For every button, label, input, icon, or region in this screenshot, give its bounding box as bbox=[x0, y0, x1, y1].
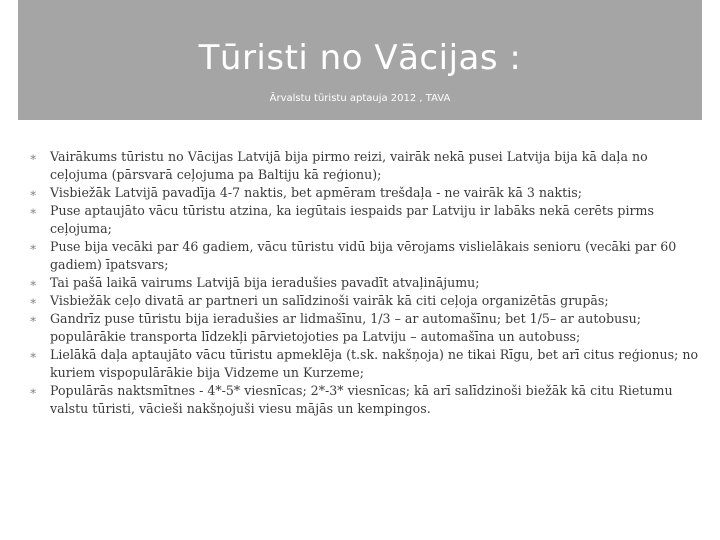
bullet-text: Puse aptaujāto vācu tūristu atzina, ka iegūtais iespaids par Latviju ir labāks nekā cerēts pirms ceļojuma; bbox=[50, 203, 654, 236]
bullet-item bbox=[28, 148, 704, 184]
asterisk-bullet-icon: ∗ bbox=[29, 186, 38, 200]
bullet-list bbox=[28, 148, 704, 418]
bullet-text: Visbiežāk ceļo divatā ar partneri un salīdzinoši vairāk kā citi ceļoja organizētās grupās; bbox=[50, 293, 609, 308]
slide-subtitle: Ārvalstu tūristu aptauja 2012 , TAVA bbox=[269, 93, 451, 104]
bullet-item bbox=[28, 292, 704, 310]
bullet-item bbox=[28, 274, 704, 292]
slide-title: Tūristi no Vācijas : bbox=[198, 38, 522, 78]
bullet-text: Visbiežāk Latvijā pavadīja 4-7 naktis, bet apmēram trešdaļa - ne vairāk kā 3 naktis; bbox=[50, 185, 582, 200]
asterisk-bullet-icon: ∗ bbox=[29, 276, 38, 290]
bullet-item bbox=[28, 184, 704, 202]
bullet-item bbox=[28, 238, 704, 274]
bullet-item bbox=[28, 310, 704, 346]
title-banner bbox=[18, 0, 702, 120]
bullet-text: Vairākums tūristu no Vācijas Latvijā bija pirmo reizi, vairāk nekā pusei Latvija bija kā daļa no ceļojuma (pārsvarā ceļojuma pa Baltiju kā reģionu); bbox=[50, 149, 648, 182]
bullet-text: Puse bija vecāki par 46 gadiem, vācu tūristu vidū bija vērojams vislielākais senioru (vecāki par 60 gadiem) īpatsvars; bbox=[50, 239, 677, 272]
bullet-text: Gandrīz puse tūristu bija ieradušies ar lidmašīnu, 1/3 – ar automašīnu; bet 1/5– ar autobusu; populārākie transporta līdzekļi pārvietojoties pa Latviju – automašīna un autobuss; bbox=[50, 311, 641, 344]
asterisk-bullet-icon: ∗ bbox=[29, 204, 38, 218]
bullet-item bbox=[28, 382, 704, 418]
bullet-text: Lielākā daļa aptaujāto vācu tūristu apmeklēja (t.sk. nakšņoja) ne tikai Rīgu, bet arī citus reģionus; no kuriem vispopulārākie bija Vidzeme un Kurzeme; bbox=[50, 347, 699, 380]
bullet-text: Tai pašā laikā vairums Latvijā bija ieradušies pavadīt atvaļinājumu; bbox=[50, 275, 480, 290]
asterisk-bullet-icon: ∗ bbox=[29, 348, 38, 362]
asterisk-bullet-icon: ∗ bbox=[29, 384, 38, 398]
bullet-text: Populārās naktsmītnes - 4*-5* viesnīcas; 2*-3* viesnīcas; kā arī salīdzinoši biežāk kā citu Rietumu valstu tūristi, vācieši nakšņojuši viesu mājās un kempingos. bbox=[50, 383, 673, 416]
asterisk-bullet-icon: ∗ bbox=[29, 150, 38, 164]
asterisk-bullet-icon: ∗ bbox=[29, 294, 38, 308]
bullet-item bbox=[28, 202, 704, 238]
asterisk-bullet-icon: ∗ bbox=[29, 240, 38, 254]
asterisk-bullet-icon: ∗ bbox=[29, 312, 38, 326]
bullet-item bbox=[28, 346, 704, 382]
